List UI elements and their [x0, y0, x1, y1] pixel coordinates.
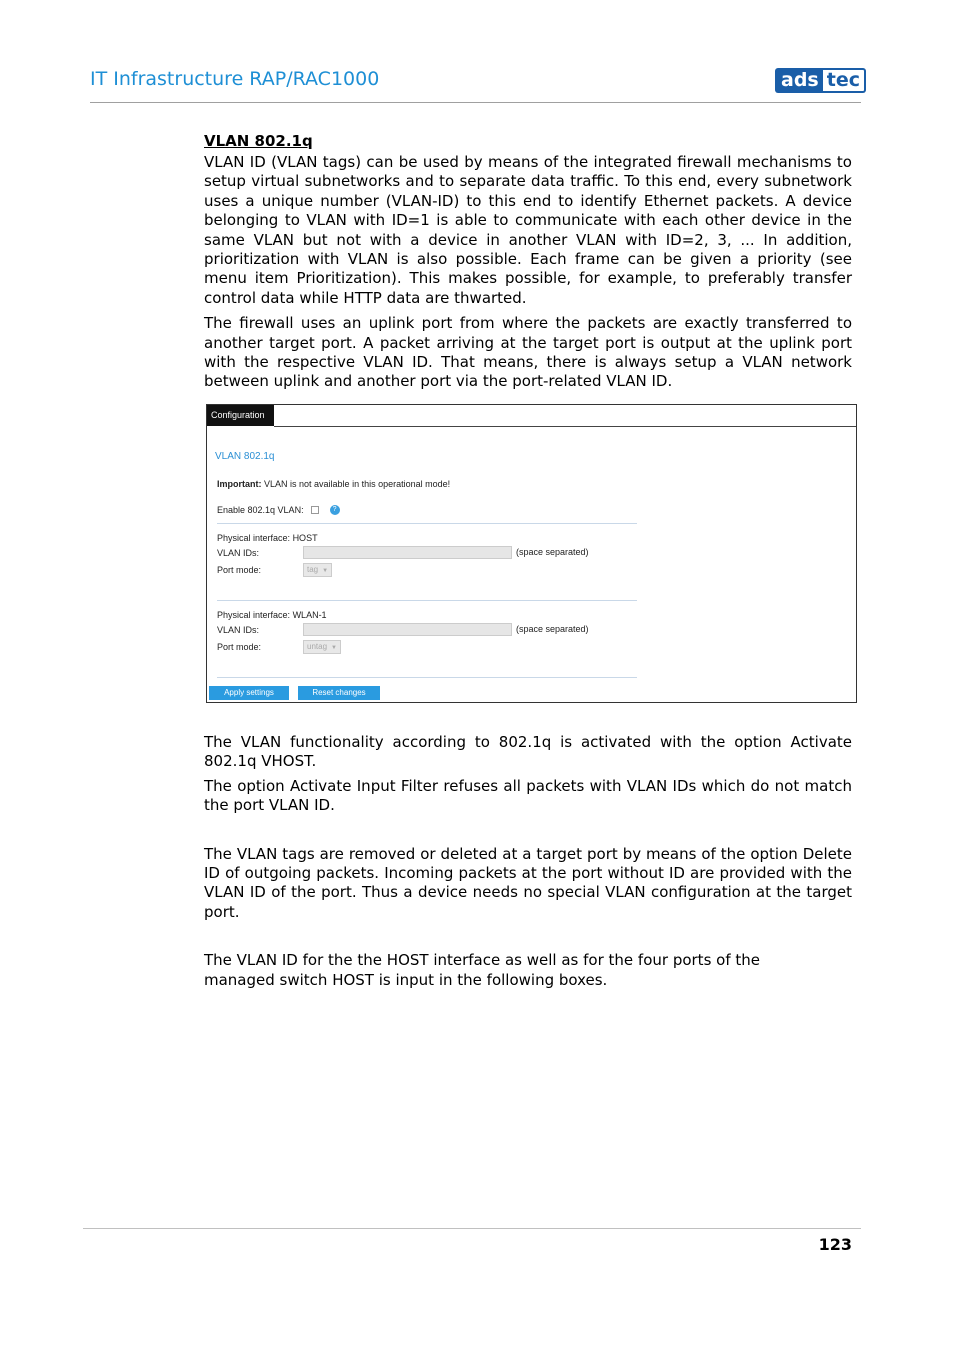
intro-paragraph-1: VLAN ID (VLAN tags) can be used by means of the integrated firewall mechanisms to setup virtual subnetworks and to separate data traffic. To this end, every subnetwork uses a unique number (VLAN-ID) to this end to identify Ethernet packets. A device belonging to VLAN with ID=1 is able to communicate with each other device in the same VLAN but not with a device in another VLAN with ID=2, 3, ... In addition, prioritization with VLAN is also possible. Each frame can be given a priority (see menu item Prioritization). This makes possible, for example, to preferably transfer control data while HTTP data are thwarted. — [204, 153, 852, 307]
wlan-port-mode-select[interactable] — [303, 640, 341, 654]
reset-changes-button[interactable]: Reset changes — [298, 686, 380, 700]
detail-paragraph-4: The VLAN ID for the the HOST interface as well as for the four ports of the managed switch HOST is input in the following boxes. — [204, 951, 760, 989]
host-vlan-ids-input[interactable] — [303, 546, 512, 559]
important-label: Important: — [217, 479, 262, 489]
logo-ads-text: ads — [775, 68, 823, 93]
interface-label: Physical interface: — [217, 610, 291, 620]
section-heading: VLAN 802.1q — [204, 132, 313, 150]
header-divider — [90, 102, 861, 103]
space-separated-hint: (space separated) — [516, 624, 589, 634]
adstec-logo — [775, 68, 866, 93]
enable-vlan-label: Enable 802.1q VLAN: — [217, 505, 304, 515]
separator — [217, 600, 637, 601]
important-text: VLAN is not available in this operational mode! — [264, 479, 451, 489]
section-details — [204, 733, 852, 990]
interface-name: HOST — [292, 533, 318, 543]
intro-paragraph-2: The firewall uses an uplink port from where the packets are exactly transferred to another target port. A packet arriving at the target port is output at the uplink port with the respective VLAN ID. That means, there is always setup a VLAN network between uplink and another port via the port-related VLAN ID. — [204, 314, 852, 391]
port-mode-label: Port mode: — [217, 642, 262, 652]
wlan-vlan-ids-input[interactable] — [303, 623, 512, 636]
detail-paragraph-2: The option Activate Input Filter refuses all packets with VLAN IDs which do not match the port VLAN ID. — [204, 776, 852, 815]
vlan-config-screenshot — [206, 404, 857, 703]
chevron-down-icon: ▼ — [322, 568, 329, 574]
tab-underline — [274, 426, 856, 427]
separator — [217, 523, 637, 524]
interface-wlan-label — [217, 610, 327, 620]
page-number: 123 — [818, 1235, 852, 1254]
host-port-mode-select[interactable] — [303, 563, 332, 577]
port-mode-value: untag — [307, 642, 328, 651]
important-notice — [217, 479, 450, 489]
logo-tec-text: tec — [823, 68, 866, 93]
detail-paragraph-3: The VLAN tags are removed or deleted at a target port by means of the option Delete ID of outgoing packets. Incoming packets at the port without ID are provided with the VLAN ID of the port. Thus a device needs no special VLAN configuration at the target port. — [204, 844, 852, 921]
tab-configuration[interactable]: Configuration — [207, 405, 274, 426]
interface-host-label — [217, 533, 318, 543]
section-intro — [204, 132, 852, 392]
apply-settings-button[interactable]: Apply settings — [209, 686, 289, 700]
enable-vlan-row — [217, 505, 340, 515]
port-mode-label: Port mode: — [217, 565, 262, 575]
chevron-down-icon: ▼ — [331, 645, 337, 651]
help-icon[interactable]: ? — [330, 505, 340, 515]
vlan-ids-label: VLAN IDs: — [217, 548, 260, 558]
port-mode-value: tag — [307, 565, 319, 574]
enable-vlan-checkbox[interactable] — [311, 506, 319, 514]
document-title: IT Infrastructure RAP/RAC1000 — [90, 68, 380, 90]
interface-label: Physical interface: — [217, 533, 291, 543]
interface-name: WLAN-1 — [292, 610, 327, 620]
detail-paragraph-1: The VLAN functionality according to 802.1q is activated with the option Activate 802.1q VHOST. — [204, 733, 852, 771]
panel-title: VLAN 802.1q — [215, 451, 275, 462]
space-separated-hint: (space separated) — [516, 547, 589, 557]
vlan-ids-label: VLAN IDs: — [217, 625, 260, 635]
footer-divider — [83, 1228, 861, 1229]
separator — [217, 677, 637, 678]
